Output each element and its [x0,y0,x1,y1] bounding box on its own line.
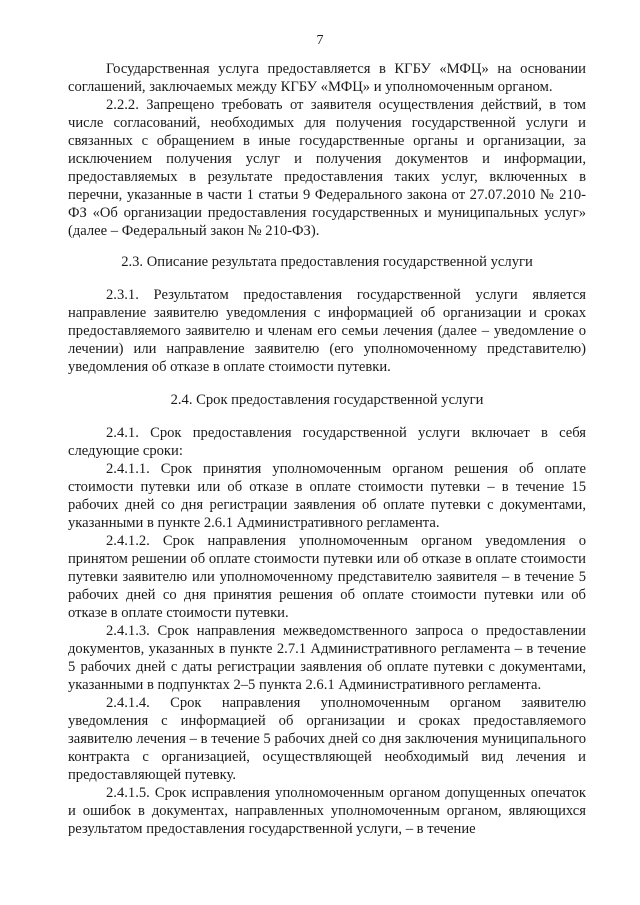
page-number: 7 [316,33,324,48]
section-heading-2-3: 2.3. Описание результата предоставления государственной услуги [121,254,533,270]
document-body [68,60,586,838]
paragraph-2-2-2: 2.2.2. Запрещено требовать от заявителя осуществления действий, в том числе согласований, необходимых для получения государственной услуги и связанных с обращением в иные государственные органы и организации, за исключением получения услуг и получения документов и информации, предоставляемых в результате предоставления таких услуг, включенных в перечни, указанные в части 1 статьи 9 Федерального закона от 27.07.2010 № 210-ФЗ «Об организации предоставления государственных и муниципальных услуг» (далее – Федеральный закон № 210-ФЗ). [68,97,586,239]
paragraph-2-4-1-1: 2.4.1.1. Срок принятия уполномоченным органом решения об оплате стоимости путевки или об отказе в оплате стоимости путевки – в течение 15 рабочих дней со дня регистрации заявления об оплате путевки с документами, указанными в пункте 2.6.1 Административного регламента. [68,461,586,531]
paragraph-2-4-1: 2.4.1. Срок предоставления государственной услуги включает в себя следующие сроки: [68,425,586,459]
paragraph-2-4-1-5: 2.4.1.5. Срок исправления уполномоченным органом допущенных опечаток и ошибок в документах, направленных уполномоченным органом, являющихся результатом предоставления государственной услуги, – в течение [68,785,586,837]
paragraph-2-4-1-2: 2.4.1.2. Срок направления уполномоченным органом уведомления о принятом решении об оплате стоимости путевки или об отказе в оплате стоимости путевки заявителю или уполномоченному представителю заявителя – в течение 5 рабочих дней со дня принятия решения об оплате стоимости путевки или об отказе в оплате стоимости путевки. [68,533,586,621]
paragraph-2-4-1-3: 2.4.1.3. Срок направления межведомственного запроса о предоставлении документов, указанных в пункте 2.7.1 Административного регламента – в течение 5 рабочих дней с даты регистрации заявления об оплате путевки с документами, указанными в подпунктах 2–5 пункта 2.6.1 Административного регламента. [68,623,586,693]
paragraph-mfc-agreement: Государственная услуга предоставляется в КГБУ «МФЦ» на основании соглашений, заключаемых между КГБУ «МФЦ» и уполномоченным органом. [68,61,586,95]
section-heading-2-4: 2.4. Срок предоставления государственной услуги [170,392,484,408]
paragraph-2-3-1: 2.3.1. Результатом предоставления государственной услуги является направление заявителю уведомления с информацией об организации и сроках предоставляемого заявителю и членам его семьи лечения (далее – уведомление о лечении) или направление заявителю (его уполномоченному представителю) уведомления об отказе в оплате стоимости путевки. [68,287,586,375]
paragraph-2-4-1-4: 2.4.1.4. Срок направления уполномоченным органом заявителю уведомления с информацией об организации и сроках предоставляемого заявителю лечения – в течение 5 рабочих дней со дня заключения муниципального контракта с организацией, осуществляющей необходимый вид лечения и предоставляющей путевку. [68,695,586,783]
